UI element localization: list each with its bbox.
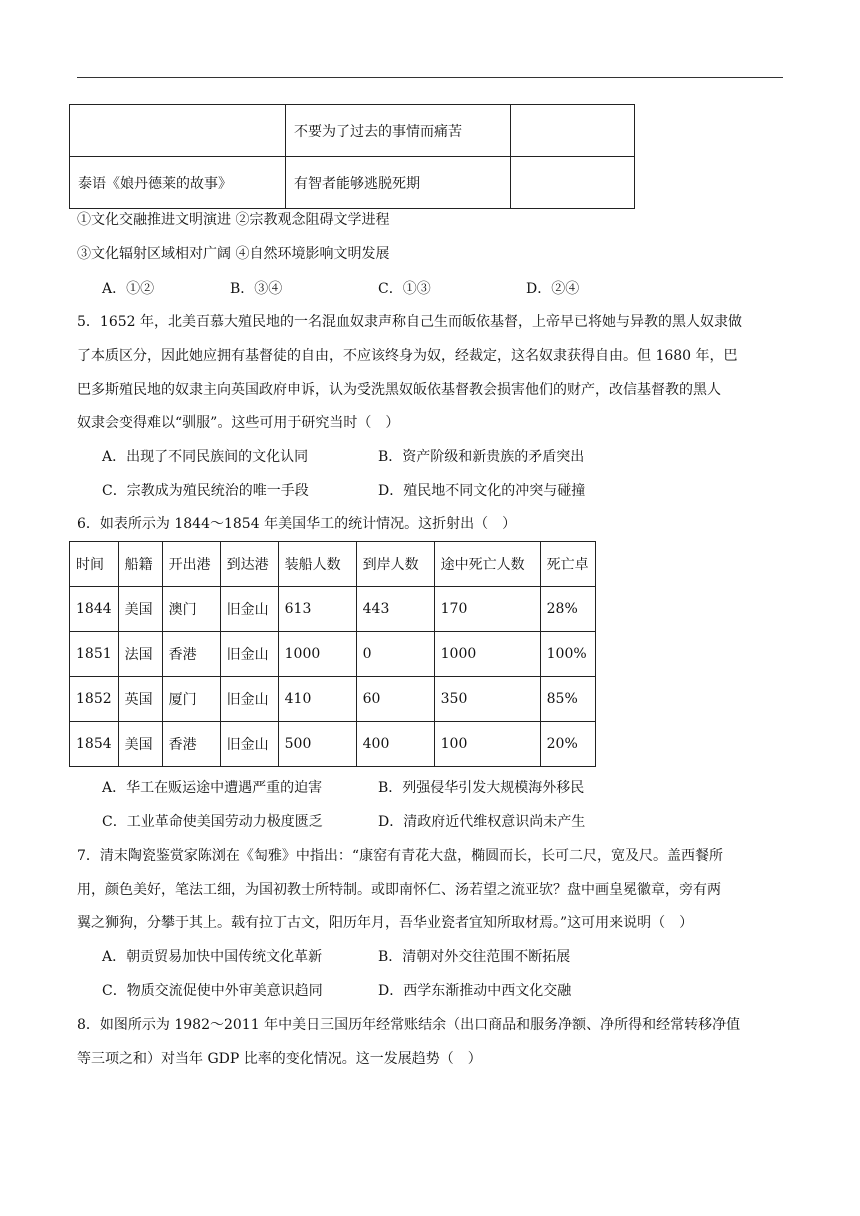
table-row bbox=[70, 587, 596, 632]
table-header: 装船人数 bbox=[278, 542, 356, 587]
option-b[interactable]: B．资产阶级和新贵族的矛盾突出 bbox=[378, 449, 585, 465]
header-rule bbox=[77, 77, 783, 78]
option-b[interactable]: B．③④ bbox=[230, 281, 283, 297]
table-cell: 泰语《娘丹德莱的故事》 bbox=[70, 157, 286, 209]
table-cell: 443 bbox=[356, 587, 434, 632]
table-cell: 法国 bbox=[118, 632, 162, 677]
quote-table bbox=[69, 104, 635, 209]
option-c[interactable]: C．①③ bbox=[378, 281, 431, 297]
table-cell bbox=[70, 105, 286, 157]
option-b[interactable]: B．清朝对外交往范围不断拓展 bbox=[378, 949, 571, 965]
table-cell: 香港 bbox=[162, 632, 220, 677]
table-cell: 0 bbox=[356, 632, 434, 677]
option-d[interactable]: D．②④ bbox=[526, 281, 580, 297]
table-row bbox=[70, 632, 596, 677]
table-cell: 400 bbox=[356, 722, 434, 767]
q8-stem-line: 等三项之和）对当年 GDP 比率的变化情况。这一发展趋势（ ） bbox=[77, 1051, 482, 1067]
table-header: 死亡卓 bbox=[540, 542, 595, 587]
option-a[interactable]: A．华工在贩运途中遭遇严重的迫害 bbox=[102, 780, 323, 796]
table-cell: 85% bbox=[540, 677, 595, 722]
option-c[interactable]: C．物质交流促使中外审美意识趋同 bbox=[102, 983, 323, 999]
q7-stem-line: 7．清末陶瓷鉴赏家陈浏在《匋雅》中指出：“康窑有青花大盘，椭圆而长，长可二尺，宽及尺。盖西餐所 bbox=[77, 848, 724, 864]
table-cell: 100% bbox=[540, 632, 595, 677]
q7-stem-line: 翼之狮狗，分攀于其上。载有拉丁古文，阳历年月，吾华业瓷者宜知所取材焉。”这可用来说明（ ） bbox=[77, 915, 694, 931]
option-c[interactable]: C．宗教成为殖民统治的唯一手段 bbox=[102, 483, 309, 499]
q5-stem-line: 巴多斯殖民地的奴隶主向英国政府申诉，认为受洗黑奴皈依基督教会损害他们的财产，改信基督教的黑人 bbox=[77, 382, 721, 398]
table-cell: 500 bbox=[278, 722, 356, 767]
table-header: 开出港 bbox=[162, 542, 220, 587]
option-a[interactable]: A．出现了不同民族间的文化认同 bbox=[102, 449, 309, 465]
table-cell: 170 bbox=[434, 587, 540, 632]
table-cell: 1000 bbox=[278, 632, 356, 677]
option-d[interactable]: D．西学东渐推动中西文化交融 bbox=[378, 983, 572, 999]
table-cell: 100 bbox=[434, 722, 540, 767]
table-cell: 1854 bbox=[70, 722, 119, 767]
table-header: 时间 bbox=[70, 542, 119, 587]
table-cell: 美国 bbox=[118, 722, 162, 767]
table-cell: 613 bbox=[278, 587, 356, 632]
q7-stem-line: 用，颜色美好，笔法工细，为国初教士所特制。或即南怀仁、汤若望之流亚欤？盘中画皇冕徽章，旁有两 bbox=[77, 882, 721, 898]
q5-stem-line: 5．1652 年，北美百慕大殖民地的一名混血奴隶声称自己生而皈依基督，上帝早已将她与异教的黑人奴隶做 bbox=[77, 314, 742, 330]
table-header: 到岸人数 bbox=[356, 542, 434, 587]
table-cell: 410 bbox=[278, 677, 356, 722]
table-cell: 香港 bbox=[162, 722, 220, 767]
q5-stem-line: 奴隶会变得难以“驯服”。这些可用于研究当时（ ） bbox=[77, 415, 400, 431]
table-cell: 有智者能够逃脱死期 bbox=[286, 157, 511, 209]
table-cell bbox=[511, 105, 635, 157]
table-cell: 1844 bbox=[70, 587, 119, 632]
option-c[interactable]: C．工业革命使美国劳动力极度匮乏 bbox=[102, 814, 323, 830]
q6-stem: 6．如表所示为 1844～1854 年美国华工的统计情况。这折射出（ ） bbox=[77, 516, 517, 532]
option-a[interactable]: A．①② bbox=[102, 281, 155, 297]
option-b[interactable]: B．列强侵华引发大规模海外移民 bbox=[378, 780, 585, 796]
option-a[interactable]: A．朝贡贸易加快中国传统文化革新 bbox=[102, 949, 323, 965]
table-cell: 旧金山 bbox=[220, 677, 278, 722]
table-cell: 不要为了过去的事情而痛苦 bbox=[286, 105, 511, 157]
table-row bbox=[70, 722, 596, 767]
option-d[interactable]: D．清政府近代维权意识尚未产生 bbox=[378, 814, 586, 830]
table-row bbox=[70, 105, 635, 157]
table-cell: 1000 bbox=[434, 632, 540, 677]
table-header-row bbox=[70, 542, 596, 587]
table-cell: 旧金山 bbox=[220, 632, 278, 677]
q4-statement: ①文化交融推进文明演进 ②宗教观念阻碍文学进程 bbox=[77, 212, 390, 228]
table-cell: 旧金山 bbox=[220, 722, 278, 767]
table-cell: 28% bbox=[540, 587, 595, 632]
table-cell: 旧金山 bbox=[220, 587, 278, 632]
table-cell: 英国 bbox=[118, 677, 162, 722]
table-row bbox=[70, 677, 596, 722]
table-header: 船籍 bbox=[118, 542, 162, 587]
table-cell: 厦门 bbox=[162, 677, 220, 722]
table-cell: 60 bbox=[356, 677, 434, 722]
chinese-laborers-table bbox=[69, 541, 596, 767]
table-header: 途中死亡人数 bbox=[434, 542, 540, 587]
table-cell: 20% bbox=[540, 722, 595, 767]
table-cell: 澳门 bbox=[162, 587, 220, 632]
table-cell: 1851 bbox=[70, 632, 119, 677]
table-cell: 美国 bbox=[118, 587, 162, 632]
table-cell: 350 bbox=[434, 677, 540, 722]
table-cell bbox=[511, 157, 635, 209]
q8-stem-line: 8．如图所示为 1982～2011 年中美日三国历年经常账结余（出口商品和服务净额、净所得和经常转移净值 bbox=[77, 1017, 741, 1033]
table-cell: 1852 bbox=[70, 677, 119, 722]
table-header: 到达港 bbox=[220, 542, 278, 587]
table-row bbox=[70, 157, 635, 209]
q4-statement: ③文化辐射区域相对广阔 ④自然环境影响文明发展 bbox=[77, 246, 390, 262]
q5-stem-line: 了本质区分，因此她应拥有基督徒的自由，不应该终身为奴，经裁定，这名奴隶获得自由。但 1680 年，巴 bbox=[77, 348, 738, 364]
option-d[interactable]: D．殖民地不同文化的冲突与碰撞 bbox=[378, 483, 586, 499]
